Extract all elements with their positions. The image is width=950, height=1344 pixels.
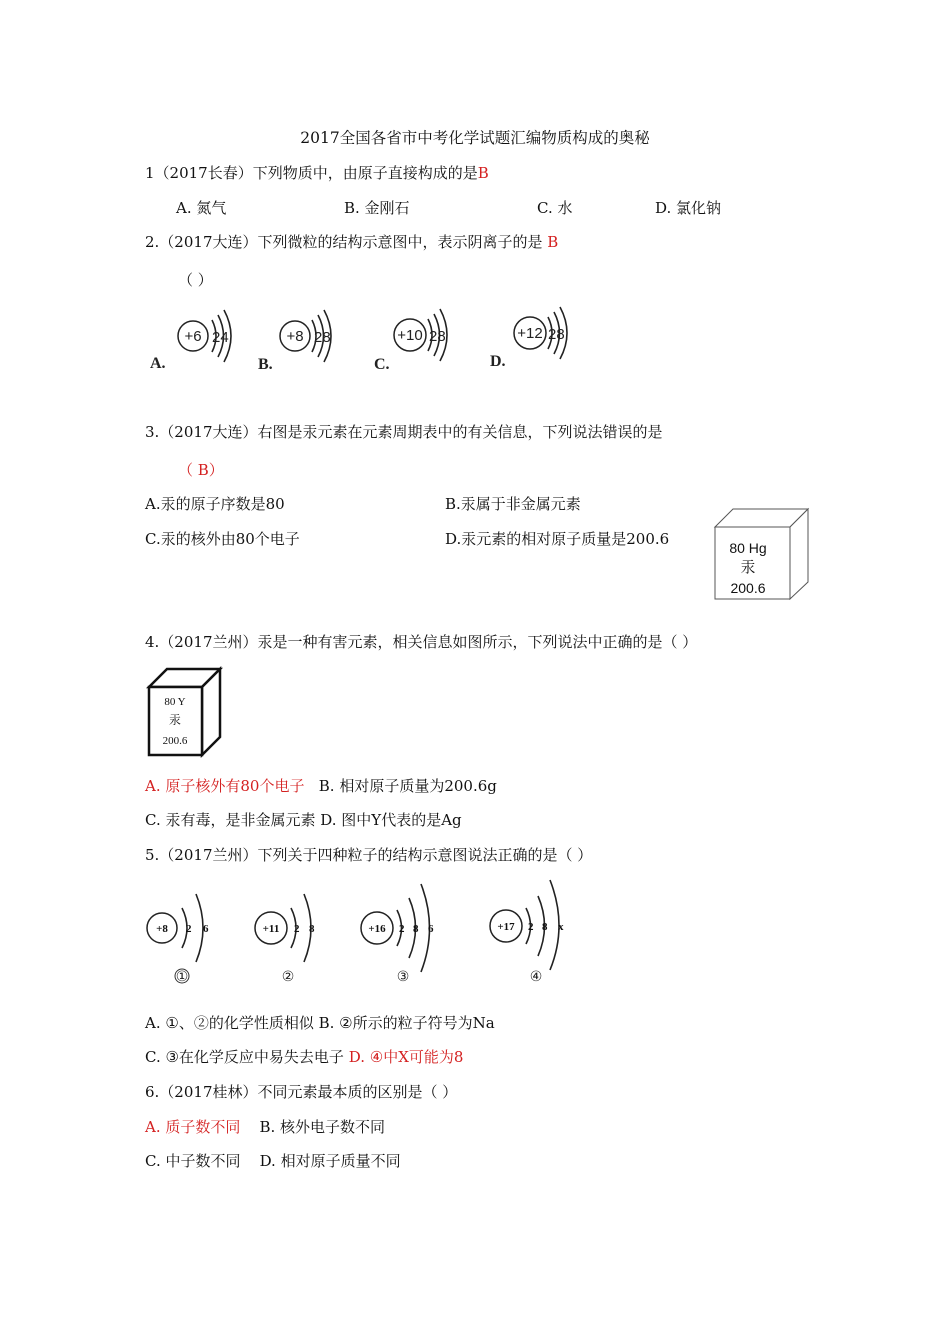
q5-1-shell-2: 6	[203, 923, 209, 935]
q3-option-a: A.汞的原子序数是80	[145, 495, 285, 513]
question-5: 5.（2017兰州）下列关于四种粒子的结构示意图说法正确的是（ ）	[145, 846, 593, 864]
q6-option-c: C. 中子数不同	[145, 1152, 241, 1170]
q2-answer: B	[547, 233, 559, 251]
q2-c-nucleus: +10	[397, 327, 423, 344]
q5-3-nucleus: +16	[368, 923, 386, 935]
question-2	[145, 232, 558, 252]
q1-answer: B	[477, 164, 489, 182]
page-title: 2017全国各省市中考化学试题汇编物质构成的奥秘	[300, 129, 650, 147]
question-1	[145, 163, 489, 183]
question-4: 4.（2017兰州）汞是一种有害元素，相关信息如图所示，下列说法中正确的是（ ）	[145, 633, 698, 651]
q2-b-nucleus: +8	[286, 328, 304, 345]
q5-3-shell-3: 6	[428, 923, 434, 935]
q5-diagram-1	[147, 894, 209, 984]
q2-a-shells: 24	[212, 329, 229, 346]
q1-stem: 1（2017长春）下列物质中，由原子直接构成的是	[145, 164, 478, 182]
q6-option-a: A. 质子数不同	[145, 1118, 241, 1136]
q5-diagrams	[140, 870, 600, 990]
q3-option-b: B.汞属于非金属元素	[445, 495, 581, 513]
q2-diagram-a	[150, 310, 231, 372]
q4-cell-name: 汞	[168, 713, 182, 727]
q1-option-a: A. 氮气	[176, 199, 227, 217]
q3-option-d: D.汞元素的相对原子质量是200.6	[445, 530, 670, 548]
q5-4-shell-2: 8	[542, 921, 548, 933]
q5-options-ab	[145, 1013, 495, 1033]
q3-cell-number-symbol: 80 Hg	[729, 540, 767, 556]
q2-d-label: D.	[490, 353, 506, 370]
q3-cell-mass: 200.6	[730, 580, 766, 596]
question-6: 6.（2017桂林）不同元素最本质的区别是（ ）	[145, 1083, 458, 1101]
q5-4-nucleus: +17	[497, 921, 515, 933]
q5-3-shell-1: 2	[399, 923, 405, 935]
q2-stem: 2.（2017大连）下列微粒的结构示意图中，表示阴离子的是	[145, 233, 543, 251]
q2-c-label: C.	[374, 356, 390, 373]
q2-diagrams	[140, 300, 600, 380]
q2-b-shells: 28	[314, 329, 331, 346]
q5-diagram-4	[490, 880, 564, 984]
q4-option-c: C. 汞有毒，是非金属元素	[145, 811, 316, 829]
q2-c-shells: 28	[429, 328, 446, 345]
shell-arc	[196, 894, 203, 962]
q1-option-b: B. 金刚石	[344, 199, 410, 217]
q2-diagram-c	[374, 309, 447, 373]
q4-option-d: D. 图中Y代表的是Ag	[320, 811, 462, 829]
q5-1-nucleus: +8	[156, 923, 168, 935]
q4-option-a: A. 原子核外有80个电子	[145, 777, 305, 795]
q6-options-cd	[145, 1151, 401, 1171]
q2-diagram-d	[490, 307, 567, 370]
question-3: 3.（2017大连）右图是汞元素在元素周期表中的有关信息，下列说法错误的是	[145, 423, 663, 441]
q2-a-label: A.	[150, 355, 166, 372]
q3-cell-name: 汞	[740, 558, 756, 576]
q5-2-shell-1: 2	[294, 923, 300, 935]
q4-options-cd	[145, 810, 462, 830]
q5-3-shell-2: 8	[413, 923, 419, 935]
q5-4-shell-3: x	[558, 921, 564, 933]
q4-element-cell	[145, 665, 230, 760]
q2-a-nucleus: +6	[184, 328, 202, 345]
q3-answer: （ B）	[178, 461, 224, 479]
q5-1-shell-1: 2	[186, 923, 192, 935]
q5-option-d: D. ④中X可能为8	[348, 1048, 464, 1066]
q4-cell-mass: 200.6	[162, 735, 188, 747]
q5-1-label: ①	[175, 968, 189, 984]
q1-option-c: C. 水	[537, 199, 573, 217]
q6-options-ab	[145, 1117, 385, 1137]
q3-option-c: C.汞的核外由80个电子	[145, 530, 300, 548]
q5-options-cd	[145, 1047, 463, 1067]
q4-cell-number-symbol: 80 Y	[164, 696, 186, 708]
q1-option-d: D. 氯化钠	[655, 199, 722, 217]
q4-options-ab	[145, 776, 497, 796]
q5-2-label: ②	[281, 968, 295, 984]
q5-4-label: ④	[529, 968, 543, 984]
q5-option-c: C. ③在化学反应中易失去电子	[145, 1048, 344, 1066]
q2-d-shells: 28	[548, 326, 565, 343]
q2-diagram-b	[258, 310, 331, 373]
q2-d-nucleus: +12	[517, 325, 543, 342]
q5-option-a: A. ①、②的化学性质相似	[145, 1014, 314, 1032]
q5-diagram-3	[361, 884, 434, 984]
q5-4-shell-1: 2	[528, 921, 534, 933]
q5-option-b: B. ②所示的粒子符号为Na	[318, 1014, 495, 1032]
q2-b-label: B.	[258, 356, 273, 373]
q5-diagram-2	[255, 894, 315, 984]
q6-option-b: B. 核外电子数不同	[259, 1118, 386, 1136]
q5-3-label: ③	[396, 968, 410, 984]
q2-paren: （ ）	[178, 271, 213, 289]
q5-2-nucleus: +11	[262, 923, 280, 935]
q3-element-cell	[712, 505, 812, 600]
q6-option-d: D. 相对原子质量不同	[259, 1152, 401, 1170]
q4-option-b: B. 相对原子质量为200.6g	[318, 777, 497, 795]
q5-2-shell-2: 8	[309, 923, 315, 935]
